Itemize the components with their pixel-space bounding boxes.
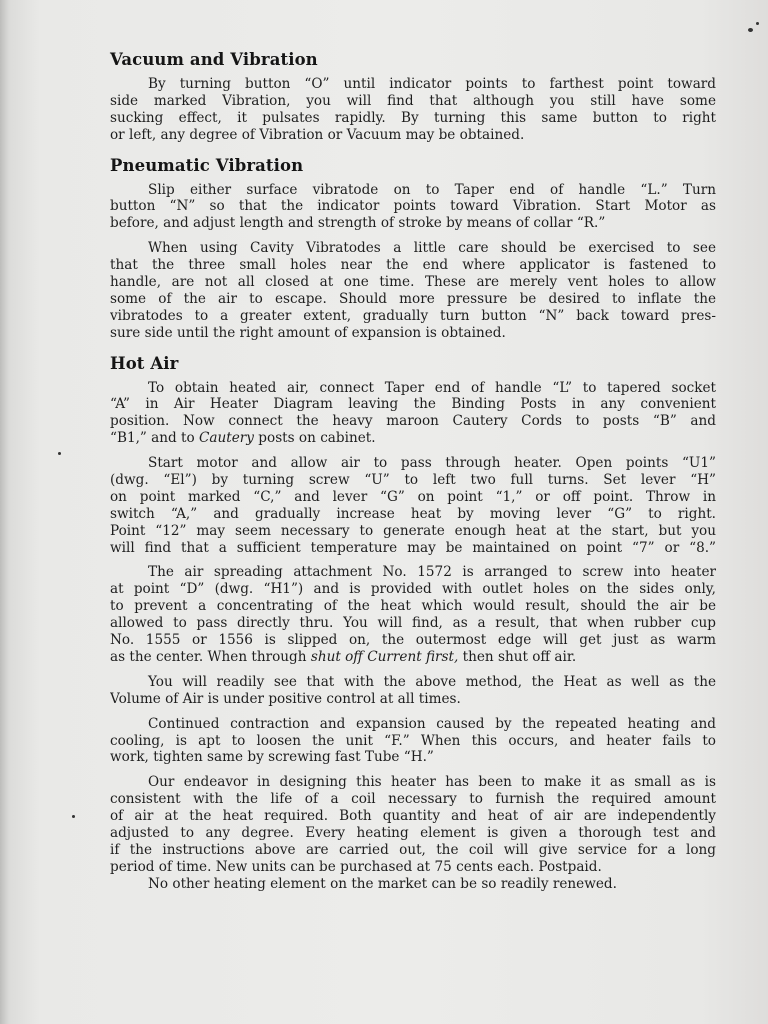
text-line: By turning button “O” until indicator points to farthest point toward xyxy=(148,76,716,92)
text-line: Continued contraction and expansion caused by the repeated heating and xyxy=(148,715,716,732)
text-line: work, tighten same by screwing fast Tube “H.” xyxy=(110,749,434,766)
text-line: period of time. New units can be purchased at 75 cents each. Postpaid. xyxy=(110,858,602,875)
text-line: adjusted to any degree. Every heating element is given a thorough test and xyxy=(110,824,716,841)
text-line: To obtain heated air, connect Taper end of handle “L” to tapered socket xyxy=(148,379,716,396)
text-line: of air at the heat required. Both quantity and heat of air are independently xyxy=(110,808,716,825)
text-line: on point marked “C,” and lever “G” on point “1,” or off point. Throw in xyxy=(110,488,716,505)
text-line: Start motor and allow air to pass through heater. Open points “U1” xyxy=(148,455,716,472)
text-line: “A” in Air Heater Diagram leaving the Binding Posts in any convenient xyxy=(110,396,716,413)
text-run-italic: shut off Current first, xyxy=(310,648,459,665)
paragraph xyxy=(110,240,716,341)
paragraph xyxy=(110,76,716,144)
text-line: Slip either surface vibratode on to Taper end of handle “L.” Turn xyxy=(148,181,716,198)
text-line: allowed to pass directly thru. You will find, as a result, that when rubber cup xyxy=(110,615,716,632)
text-run: as the center. When through xyxy=(110,648,311,665)
text-line: some of the air to escape. Should more pressure be desired to inflate the xyxy=(110,290,716,307)
text-line: Point “12” may seem necessary to generate enough heat at the start, but you xyxy=(110,522,716,539)
text-line: button “N” so that the indicator points toward Vibration. Start Motor as xyxy=(110,198,716,215)
text-line: (dwg. “El”) by turning screw “U” to left two full turns. Set lever “H” xyxy=(110,472,716,489)
text-line: Our endeavor in designing this heater has been to make it as small as is xyxy=(148,774,716,791)
text-run: “B1,” and to xyxy=(110,430,200,447)
text-line: cooling, is apt to loosen the unit “F.” When this occurs, and heater fails to xyxy=(110,732,716,749)
ink-speck xyxy=(756,22,759,25)
text-line: No. 1555 or 1556 is slipped on, the outermost edge will get just as warm xyxy=(110,632,716,649)
ink-speck xyxy=(58,452,61,455)
text-line: sure side until the right amount of expansion is obtained. xyxy=(110,324,506,341)
text-line: before, and adjust length and strength of stroke by means of collar “R.” xyxy=(110,215,606,232)
text-line: position. Now connect the heavy maroon Cautery Cords to posts “B” and xyxy=(110,413,716,430)
text-line: if the instructions above are carried out, the coil will give service for a long xyxy=(110,841,716,858)
paragraph xyxy=(110,182,716,233)
text-line: The air spreading attachment No. 1572 is arranged to screw into heater xyxy=(148,564,716,581)
document-body xyxy=(110,48,716,901)
text-run: posts on cabinet. xyxy=(253,430,376,447)
heading-vacuum-and-vibration: Vacuum and Vibration xyxy=(110,50,318,69)
paragraph xyxy=(110,455,716,556)
text-line: or left, any degree of Vibration or Vacuum may be obtained. xyxy=(110,126,525,143)
text-line: When using Cavity Vibratodes a little care should be exercised to see xyxy=(148,240,716,257)
page-edge-shadow xyxy=(0,0,8,1024)
text-run: then shut off air. xyxy=(458,648,577,665)
text-line: vibratodes to a greater extent, gradually turn button “N” back toward pres- xyxy=(110,307,716,324)
text-line: consistent with the life of a coil necessary to furnish the required amount xyxy=(110,791,716,808)
text-line: Volume of Air is under positive control at all times. xyxy=(110,690,461,707)
text-line: to prevent a concentrating of the heat which would result, should the air be xyxy=(110,598,716,615)
heading-pneumatic-vibration: Pneumatic Vibration xyxy=(110,155,304,175)
text-line: side marked Vibration, you will find that although you still have some xyxy=(110,92,716,109)
text-line xyxy=(110,430,716,447)
text-line: You will readily see that with the above method, the Heat as well as the xyxy=(148,673,716,690)
paragraph xyxy=(110,380,716,448)
text-line: at point “D” (dwg. “H1”) and is provided with outlet holes on the sides only, xyxy=(110,581,716,598)
text-line: that the three small holes near the end where applicator is fastened to xyxy=(110,257,716,274)
text-run-italic: Cautery xyxy=(199,430,254,447)
paragraph xyxy=(110,716,716,767)
text-line xyxy=(110,649,716,666)
text-line: No other heating element on the market can be so readily renewed. xyxy=(148,875,617,892)
paragraph xyxy=(110,674,716,708)
text-line: handle, are not all closed at one time. These are merely vent holes to allow xyxy=(110,274,716,291)
text-line: switch “A,” and gradually increase heat by moving lever “G” to right. xyxy=(110,505,716,522)
paragraph xyxy=(110,564,716,665)
text-line: will find that a sufficient temperature may be maintained on point “7” or “8.” xyxy=(110,539,716,556)
paragraph xyxy=(110,774,716,892)
heading-hot-air: Hot Air xyxy=(110,353,179,373)
ink-speck xyxy=(72,815,75,818)
ink-speck xyxy=(748,28,753,32)
text-line: sucking effect, it pulsates rapidly. By turning this same button to right xyxy=(110,109,716,126)
